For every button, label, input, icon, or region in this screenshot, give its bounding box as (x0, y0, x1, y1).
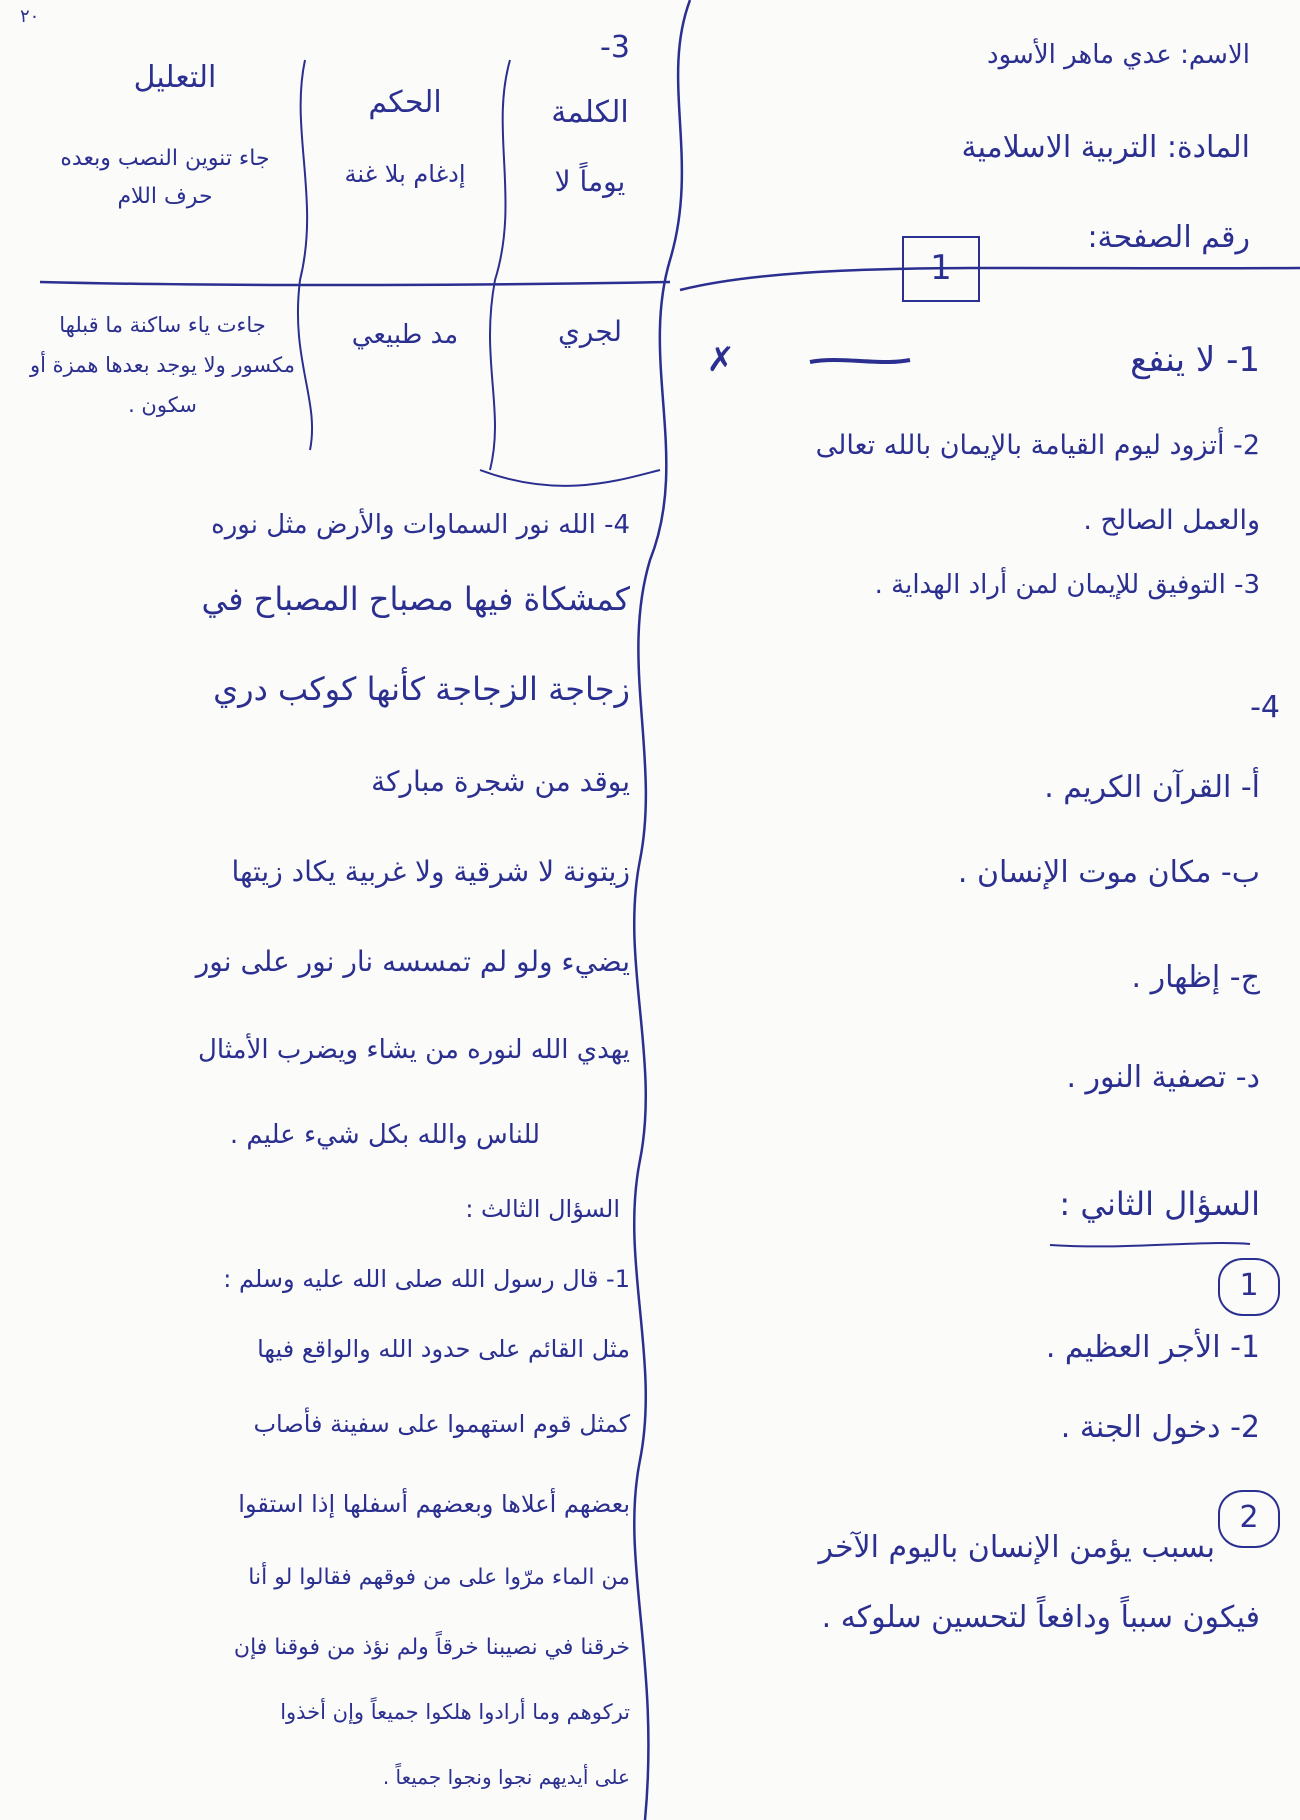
table-header-word: الكلمة (551, 95, 629, 130)
answer-1-2-line2: والعمل الصالح . (1083, 505, 1260, 536)
answer-1-1: 1- لا ينفع (1130, 340, 1260, 380)
verse-line-8: للناس والله بكل شيء عليم . (229, 1120, 540, 1150)
section-2-marker: 2 (1218, 1490, 1280, 1548)
section-1-item-2: 2- دخول الجنة . (1060, 1410, 1260, 1445)
hadith-line-5: من الماء مرّوا على من فوقهم فقالوا لو أنا (248, 1565, 630, 1590)
hadith-line-8: على أيديهم نجوا ونجوا جميعاً . (382, 1765, 630, 1789)
answer-4-label: 4- (1250, 690, 1280, 725)
hadith-line-4: بعضهم أعلاها وبعضهم أسفلها إذا استقوا (238, 1490, 630, 1518)
table-row1-word: يوماً لا (554, 165, 626, 198)
subject-line: المادة: التربية الاسلامية (961, 130, 1250, 165)
table-header-rule: الحكم (368, 85, 442, 120)
verse-line-5: زيتونة لا شرقية ولا غربية يكاد زيتها (231, 855, 630, 888)
cross-mark: ✗ (706, 340, 735, 380)
hadith-line-2: مثل القائم على حدود الله والواقع فيها (257, 1335, 630, 1363)
page-number-box: 1 (902, 236, 980, 302)
section-1-item-1: 1- الأجر العظيم . (1045, 1330, 1260, 1365)
table-row2-rule: مد طبيعي (351, 320, 459, 350)
table-section-label: 3- (600, 30, 630, 65)
table-row1-rule: إدغام بلا غنة (344, 160, 466, 188)
answer-4-a: أ- القرآن الكريم . (1044, 770, 1260, 805)
third-question-title: السؤال الثالث : (465, 1195, 620, 1223)
hadith-line-3: كمثل قوم استهموا على سفينة فأصاب (253, 1410, 630, 1438)
hadith-line-6: خرقنا في نصيبنا خرقاً ولم نؤذ من فوقنا فإن (233, 1635, 630, 1660)
verse-line-4: يوقد من شجرة مباركة (371, 765, 630, 798)
verse-line-6: يضيء ولو لم تمسسه نار نور على نور (195, 945, 630, 978)
student-name: الاسم: عدي ماهر الأسود (987, 40, 1250, 70)
table-row2-word: لجري (558, 315, 622, 348)
answer-1-3: 3- التوفيق للإيمان لمن أراد الهداية . (874, 570, 1260, 600)
answer-4-d: د- تصفية النور . (1066, 1060, 1260, 1095)
hadith-line-1: 1- قال رسول الله صلى الله عليه وسلم : (223, 1265, 630, 1293)
verse-line-1: 4- الله نور السماوات والأرض مثل نوره (211, 510, 630, 540)
table-row2-reason: جاءت ياء ساكنة ما قبلها مكسور ولا يوجد بعدها همزة أو سكون . (29, 313, 295, 417)
answer-1-2-line1: 2- أتزود ليوم القيامة بالإيمان بالله تعالى (815, 430, 1260, 461)
right-column (660, 0, 1300, 1820)
section-2-line-1: بسبب يؤمن الإنسان باليوم الآخر (818, 1530, 1215, 1565)
verse-line-7: يهدي الله لنوره من يشاء ويضرب الأمثال (198, 1035, 630, 1065)
verse-line-3: زجاجة الزجاجة كأنها كوكب دري (213, 670, 630, 708)
section-2-line-2: فيكون سبباً ودافعاً لتحسين سلوكه . (821, 1600, 1260, 1635)
section-1-marker: 1 (1218, 1258, 1280, 1316)
second-question-title: السؤال الثاني : (1059, 1185, 1260, 1223)
table-header-reason: التعليل (133, 60, 217, 95)
answer-4-c: ج- إظهار . (1131, 960, 1260, 995)
table-row1-reason: جاء تنوين النصب وبعده حرف اللام (60, 146, 270, 209)
page-number: ٢٠ (20, 6, 40, 27)
hadith-line-7: تركوهم وما أرادوا هلكوا جميعاً وإن أخذوا (280, 1700, 630, 1724)
verse-line-2: كمشكاة فيها مصباح المصباح في (201, 580, 630, 618)
answer-4-b: ب- مكان موت الإنسان . (957, 855, 1260, 890)
page-number-label: رقم الصفحة: (1087, 220, 1250, 255)
